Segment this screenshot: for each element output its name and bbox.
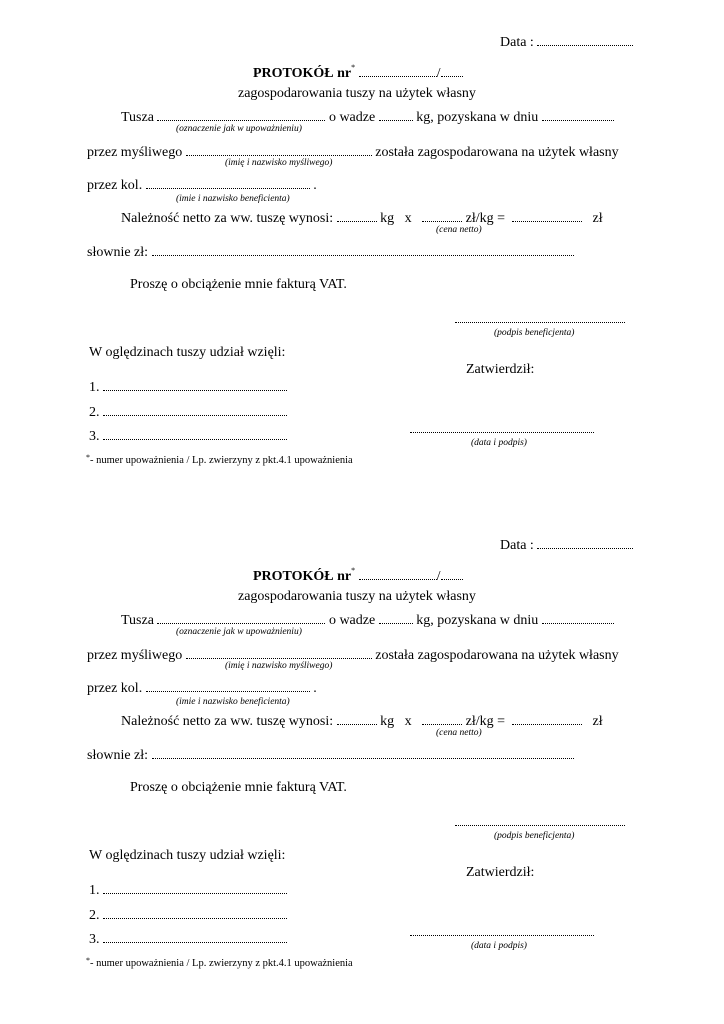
wadze-label: o wadze: [328, 110, 376, 125]
slownie-line: [87, 244, 574, 261]
participant-2-field[interactable]: [103, 404, 287, 416]
participant-item-3: 3.: [89, 428, 287, 445]
ogledziny-heading: W oględzinach tuszy udział wzięli:: [89, 345, 286, 360]
footnote-text: - numer upoważnienia / Lp. zwierzyny z pkt.4.1 upoważnienia: [90, 958, 353, 969]
mysliwy-tail: została zagospodarowana na użytek własny: [375, 648, 619, 663]
title-footnote-mark: *: [351, 63, 356, 72]
title-separator: /: [436, 66, 441, 81]
kol-caption: (imie i nazwisko beneficienta): [176, 697, 290, 707]
participant-1-field[interactable]: [103, 379, 287, 391]
zl-kg-unit: zł/kg: [465, 211, 494, 226]
podpis-caption: (podpis beneficjenta): [494, 328, 575, 338]
tusza-field[interactable]: [157, 612, 325, 624]
faktura-request: Proszę o obciążenie mnie fakturą VAT.: [130, 780, 347, 795]
total-field[interactable]: [512, 210, 582, 222]
kol-label: przez kol.: [87, 178, 143, 193]
footnote-mark: *: [86, 956, 90, 965]
protocol-number-field[interactable]: [359, 65, 437, 77]
net-weight-field[interactable]: [337, 713, 377, 725]
date-line: [500, 34, 633, 51]
equals-sign: =: [497, 714, 506, 729]
multiply-sign: x: [404, 211, 412, 226]
participant-item-2: 2.: [89, 907, 287, 924]
beneficiary-name-field[interactable]: [146, 680, 310, 692]
podpis-caption: (podpis beneficjenta): [494, 831, 575, 841]
kol-caption: (imie i nazwisko beneficienta): [176, 194, 290, 204]
mysliwy-label: przez myśliwego: [87, 145, 183, 160]
naleznosc-line: [121, 713, 603, 730]
protocol-form-2: [0, 503, 724, 983]
protocol-title: PROTOKÓŁ nr: [253, 569, 352, 584]
amount-words-field[interactable]: [152, 747, 574, 759]
protocol-number-suffix-field[interactable]: [441, 65, 463, 77]
kol-label: przez kol.: [87, 681, 143, 696]
approval-signature-field[interactable]: [410, 431, 594, 433]
protocol-number-field[interactable]: [359, 568, 437, 580]
participant-item-2: 2.: [89, 404, 287, 421]
data-podpis-caption: (data i podpis): [471, 438, 527, 448]
footnote: [86, 958, 353, 969]
protocol-title: PROTOKÓŁ nr: [253, 66, 352, 81]
footnote-mark: *: [86, 453, 90, 462]
tusza-label: Tusza: [121, 110, 154, 125]
kol-tail: .: [313, 178, 317, 193]
date-label: Data :: [500, 538, 534, 553]
beneficiary-signature-field[interactable]: [455, 824, 625, 826]
tusza-field[interactable]: [157, 109, 325, 121]
hunter-name-field[interactable]: [186, 144, 372, 156]
kol-line: [87, 177, 317, 194]
participant-1-field[interactable]: [103, 882, 287, 894]
kg-unit: kg: [380, 211, 395, 226]
beneficiary-signature-field[interactable]: [455, 321, 625, 323]
zatwierdzil-label: Zatwierdził:: [466, 362, 535, 377]
footnote: [86, 455, 353, 466]
zl-unit: zł: [592, 714, 603, 729]
mysliwy-tail: została zagospodarowana na użytek własny: [375, 145, 619, 160]
naleznosc-label: Należność netto za ww. tuszę wynosi:: [121, 211, 334, 226]
data-podpis-caption: (data i podpis): [471, 941, 527, 951]
net-price-field[interactable]: [422, 210, 462, 222]
mysliwy-caption: (imię i nazwisko myśliwego): [225, 661, 333, 671]
beneficiary-name-field[interactable]: [146, 177, 310, 189]
title-separator: /: [436, 569, 441, 584]
mysliwy-label: przez myśliwego: [87, 648, 183, 663]
title-footnote-mark: *: [351, 566, 356, 575]
multiply-sign: x: [404, 714, 412, 729]
tusza-caption: (oznaczenie jak w upoważnieniu): [176, 124, 302, 134]
slownie-label: słownie zł:: [87, 748, 149, 763]
participant-3-field[interactable]: [103, 931, 287, 943]
net-weight-field[interactable]: [337, 210, 377, 222]
weight-field[interactable]: [379, 109, 413, 121]
naleznosc-label: Należność netto za ww. tuszę wynosi:: [121, 714, 334, 729]
tusza-caption: (oznaczenie jak w upoważnieniu): [176, 627, 302, 637]
date-label: Data :: [500, 35, 534, 50]
net-price-field[interactable]: [422, 713, 462, 725]
amount-words-field[interactable]: [152, 244, 574, 256]
participant-3-field[interactable]: [103, 428, 287, 440]
protocol-form-1: [0, 0, 724, 480]
zl-unit: zł: [592, 211, 603, 226]
kg-pozyskana-label: kg, pozyskana w dniu: [416, 613, 539, 628]
date-field[interactable]: [537, 537, 633, 549]
kol-line: [87, 680, 317, 697]
mysliwy-caption: (imię i nazwisko myśliwego): [225, 158, 333, 168]
naleznosc-line: [121, 210, 603, 227]
participant-item-3: 3.: [89, 931, 287, 948]
ogledziny-heading: W oględzinach tuszy udział wzięli:: [89, 848, 286, 863]
title-line: [253, 65, 463, 82]
approval-signature-field[interactable]: [410, 934, 594, 936]
protocol-subtitle: zagospodarowania tuszy na użytek własny: [238, 589, 476, 604]
mysliwy-line: [87, 144, 619, 161]
slownie-line: [87, 747, 574, 764]
participant-item-1: 1.: [89, 882, 287, 899]
total-field[interactable]: [512, 713, 582, 725]
cena-caption: (cena netto): [436, 225, 482, 235]
tusza-label: Tusza: [121, 613, 154, 628]
date-field[interactable]: [537, 34, 633, 46]
kg-pozyskana-label: kg, pozyskana w dniu: [416, 110, 539, 125]
acquired-date-field[interactable]: [542, 612, 614, 624]
faktura-request: Proszę o obciążenie mnie fakturą VAT.: [130, 277, 347, 292]
protocol-subtitle: zagospodarowania tuszy na użytek własny: [238, 86, 476, 101]
zl-kg-unit: zł/kg: [465, 714, 494, 729]
kol-tail: .: [313, 681, 317, 696]
date-line: [500, 537, 633, 554]
footnote-text: - numer upoważnienia / Lp. zwierzyny z pkt.4.1 upoważnienia: [90, 455, 353, 466]
acquired-date-field[interactable]: [542, 109, 614, 121]
title-line: [253, 568, 463, 585]
zatwierdzil-label: Zatwierdził:: [466, 865, 535, 880]
participant-2-field[interactable]: [103, 907, 287, 919]
wadze-label: o wadze: [328, 613, 376, 628]
mysliwy-line: [87, 647, 619, 664]
protocol-number-suffix-field[interactable]: [441, 568, 463, 580]
kg-unit: kg: [380, 714, 395, 729]
participant-item-1: 1.: [89, 379, 287, 396]
equals-sign: =: [497, 211, 506, 226]
slownie-label: słownie zł:: [87, 245, 149, 260]
hunter-name-field[interactable]: [186, 647, 372, 659]
weight-field[interactable]: [379, 612, 413, 624]
cena-caption: (cena netto): [436, 728, 482, 738]
